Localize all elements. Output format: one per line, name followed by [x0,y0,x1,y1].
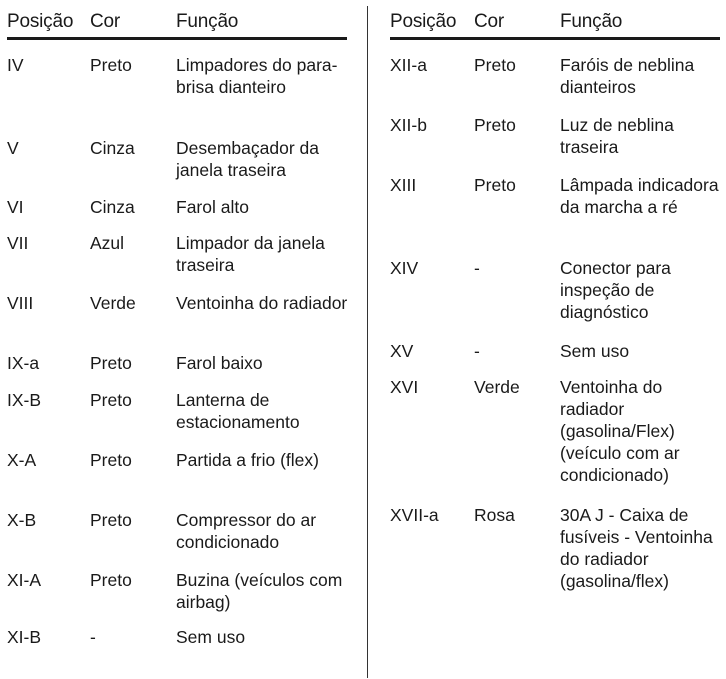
cell-function: Conector para inspeção de diagnóstico [560,258,671,322]
cell-position: XVII-a [390,505,439,525]
cell-function: Ventoinha do radiador [176,293,348,313]
cell-function: 30A J - Caixa de fusíveis - Ventoinha do radiador (gasolina/flex) [560,505,713,591]
cell-position: XV [390,341,414,361]
cell-position: X-A [7,450,37,470]
cell-position: IX-B [7,390,42,410]
cell-position: VIII [7,293,34,313]
cell-function: Faróis de neblina dianteiros [560,55,695,97]
cell-position: X-B [7,510,37,530]
cell-color: Preto [90,390,132,410]
cell-function: Sem uso [560,341,630,361]
cell-function: Luz de neblina traseira [560,115,674,157]
header-function: Função [176,11,239,32]
cell-function: Farol baixo [176,353,263,373]
cell-position: VI [7,197,24,217]
cell-color: Preto [90,450,132,470]
cell-position: XVI [390,377,419,397]
cell-position: IX-a [7,353,40,373]
cell-position: VII [7,233,29,253]
cell-function: Farol alto [176,197,249,217]
cell-function: Ventoinha do radiador (gasolina/Flex) (veículo com ar condicionado) [560,377,680,485]
table-header [7,0,347,40]
cell-function: Partida a frio (flex) [176,450,319,470]
cell-position: V [7,138,19,158]
cell-color: Preto [90,510,132,530]
fuse-table-right [390,0,720,591]
cell-color: Verde [474,377,520,397]
cell-function: Limpador da janela traseira [176,233,325,275]
cell-position: XIV [390,258,419,278]
cell-color: - [90,627,96,647]
cell-function: Compressor do ar condicionado [176,510,317,552]
cell-function: Limpadores do para-brisa dianteiro [176,55,338,97]
cell-position: XII-a [390,55,427,75]
cell-function: Buzina (veículos com airbag) [176,570,343,612]
cell-color: Preto [474,175,516,195]
cell-color: Preto [474,115,516,135]
cell-color: Preto [474,55,516,75]
cell-color: Cinza [90,197,135,217]
fuse-table-left [7,0,348,647]
cell-color: Preto [90,55,132,75]
cell-position: XI-A [7,570,42,590]
cell-function: Lâmpada indicadora da marcha a ré [560,175,719,217]
cell-color: Rosa [474,505,515,525]
cell-position: IV [7,55,24,75]
cell-color: Verde [90,293,136,313]
cell-color: Cinza [90,138,135,158]
cell-color: - [474,341,480,361]
header-color: Cor [474,11,505,32]
header-position: Posição [7,11,74,32]
cell-position: XIII [390,175,417,195]
cell-color: - [474,258,480,278]
cell-function: Sem uso [176,627,246,647]
cell-color: Preto [90,570,132,590]
cell-color: Preto [90,353,132,373]
cell-position: XI-B [7,627,42,647]
header-function: Função [560,11,623,32]
header-color: Cor [90,11,121,32]
table-header [390,0,720,40]
cell-function: Lanterna de estacionamento [176,390,300,432]
cell-position: XII-b [390,115,427,135]
column-divider [367,6,368,678]
header-position: Posição [390,11,457,32]
cell-function: Desembaçador da janela traseira [176,138,319,180]
cell-color: Azul [90,233,125,253]
